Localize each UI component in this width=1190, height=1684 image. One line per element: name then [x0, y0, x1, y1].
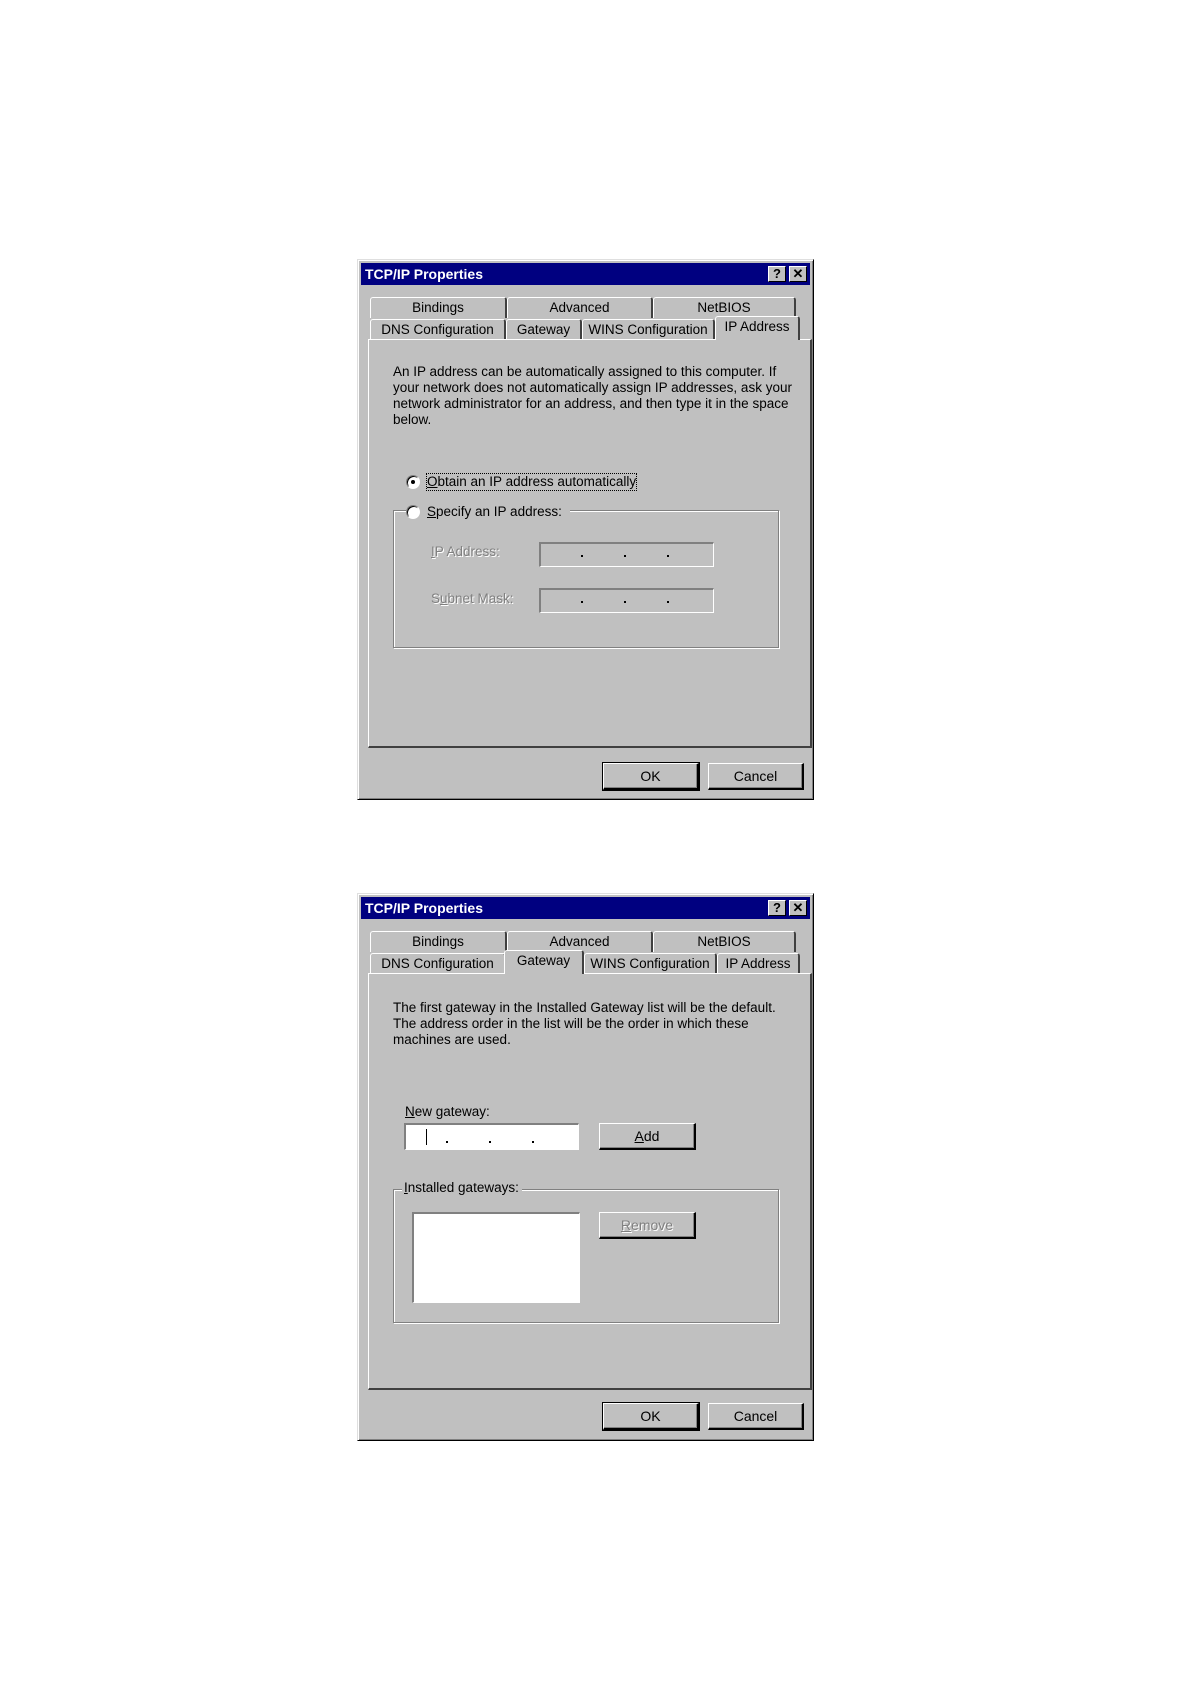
tab-advanced[interactable]: Advanced — [507, 297, 653, 318]
octet-separator — [581, 555, 583, 557]
octet-separator — [624, 601, 626, 603]
tab-dns-configuration[interactable]: DNS Configuration — [370, 953, 506, 974]
octet-separator — [581, 601, 583, 603]
tcpip-properties-dialog-gateway — [357, 893, 814, 1441]
radio-specify-ip[interactable] — [406, 504, 570, 520]
tab-netbios[interactable]: NetBIOS — [653, 297, 796, 318]
octet-separator — [489, 1141, 491, 1143]
specify-ip-groupbox — [393, 510, 779, 648]
ok-button[interactable]: OK — [603, 763, 699, 790]
tab-ip-address[interactable]: IP Address — [717, 953, 800, 974]
radio-label[interactable]: Specify an IP address: — [427, 504, 562, 519]
description-text: The first gateway in the Installed Gateway list will be the default. The address order in the list will be the order in which these machines are used. — [393, 1000, 776, 1047]
subnet-mask-label: Subnet Mask: — [431, 591, 514, 606]
title-bar[interactable] — [361, 897, 810, 919]
radio-button[interactable] — [406, 505, 420, 519]
tab-panel-ip-address — [368, 339, 812, 748]
radio-button[interactable] — [406, 475, 420, 489]
tab-bindings[interactable]: Bindings — [370, 297, 507, 318]
octet-separator — [667, 601, 669, 603]
help-icon[interactable]: ? — [768, 266, 786, 282]
cancel-button[interactable]: Cancel — [708, 763, 804, 790]
cancel-button[interactable]: Cancel — [708, 1403, 804, 1430]
tab-gateway[interactable]: Gateway — [506, 319, 582, 340]
ip-address-field[interactable] — [539, 542, 714, 567]
octet-separator — [446, 1141, 448, 1143]
remove-button[interactable]: Remove — [599, 1212, 696, 1239]
installed-gateways-list[interactable] — [412, 1212, 580, 1303]
dialog-title: TCP/IP Properties — [365, 900, 484, 916]
octet-separator — [624, 555, 626, 557]
radio-selected-dot — [411, 480, 415, 484]
tab-wins-configuration[interactable]: WINS Configuration — [584, 953, 717, 974]
tab-panel-gateway — [368, 973, 812, 1390]
text-cursor — [426, 1129, 427, 1145]
help-icon[interactable]: ? — [768, 900, 786, 916]
new-gateway-field[interactable] — [404, 1123, 579, 1150]
tab-advanced[interactable]: Advanced — [507, 931, 653, 952]
installed-gateways-label: Installed gateways: — [402, 1180, 522, 1195]
tab-dns-configuration[interactable]: DNS Configuration — [370, 319, 506, 340]
new-gateway-label: New gateway: — [405, 1104, 490, 1119]
ok-button[interactable]: OK — [603, 1403, 699, 1430]
radio-label[interactable]: Obtain an IP address automatically — [427, 474, 637, 489]
ip-address-label: IP Address: — [431, 544, 500, 559]
close-icon[interactable]: ✕ — [789, 266, 807, 282]
octet-separator — [667, 555, 669, 557]
tab-netbios[interactable]: NetBIOS — [653, 931, 796, 952]
tab-bindings[interactable]: Bindings — [370, 931, 507, 952]
octet-separator — [532, 1141, 534, 1143]
close-icon[interactable]: ✕ — [789, 900, 807, 916]
tcpip-properties-dialog-ip-address — [357, 259, 814, 800]
installed-gateways-groupbox — [393, 1189, 779, 1323]
tab-gateway[interactable]: Gateway — [504, 950, 584, 974]
tab-ip-address[interactable]: IP Address — [715, 316, 800, 340]
tab-wins-configuration[interactable]: WINS Configuration — [582, 319, 715, 340]
dialog-title: TCP/IP Properties — [365, 266, 484, 282]
subnet-mask-field[interactable] — [539, 588, 714, 613]
title-bar[interactable] — [361, 263, 810, 285]
description-text: An IP address can be automatically assigned to this computer. If your network does not automatically assign IP addresses, ask your network administrator for an address, and then type it in the space below. — [393, 364, 792, 427]
add-button[interactable]: Add — [599, 1123, 696, 1150]
